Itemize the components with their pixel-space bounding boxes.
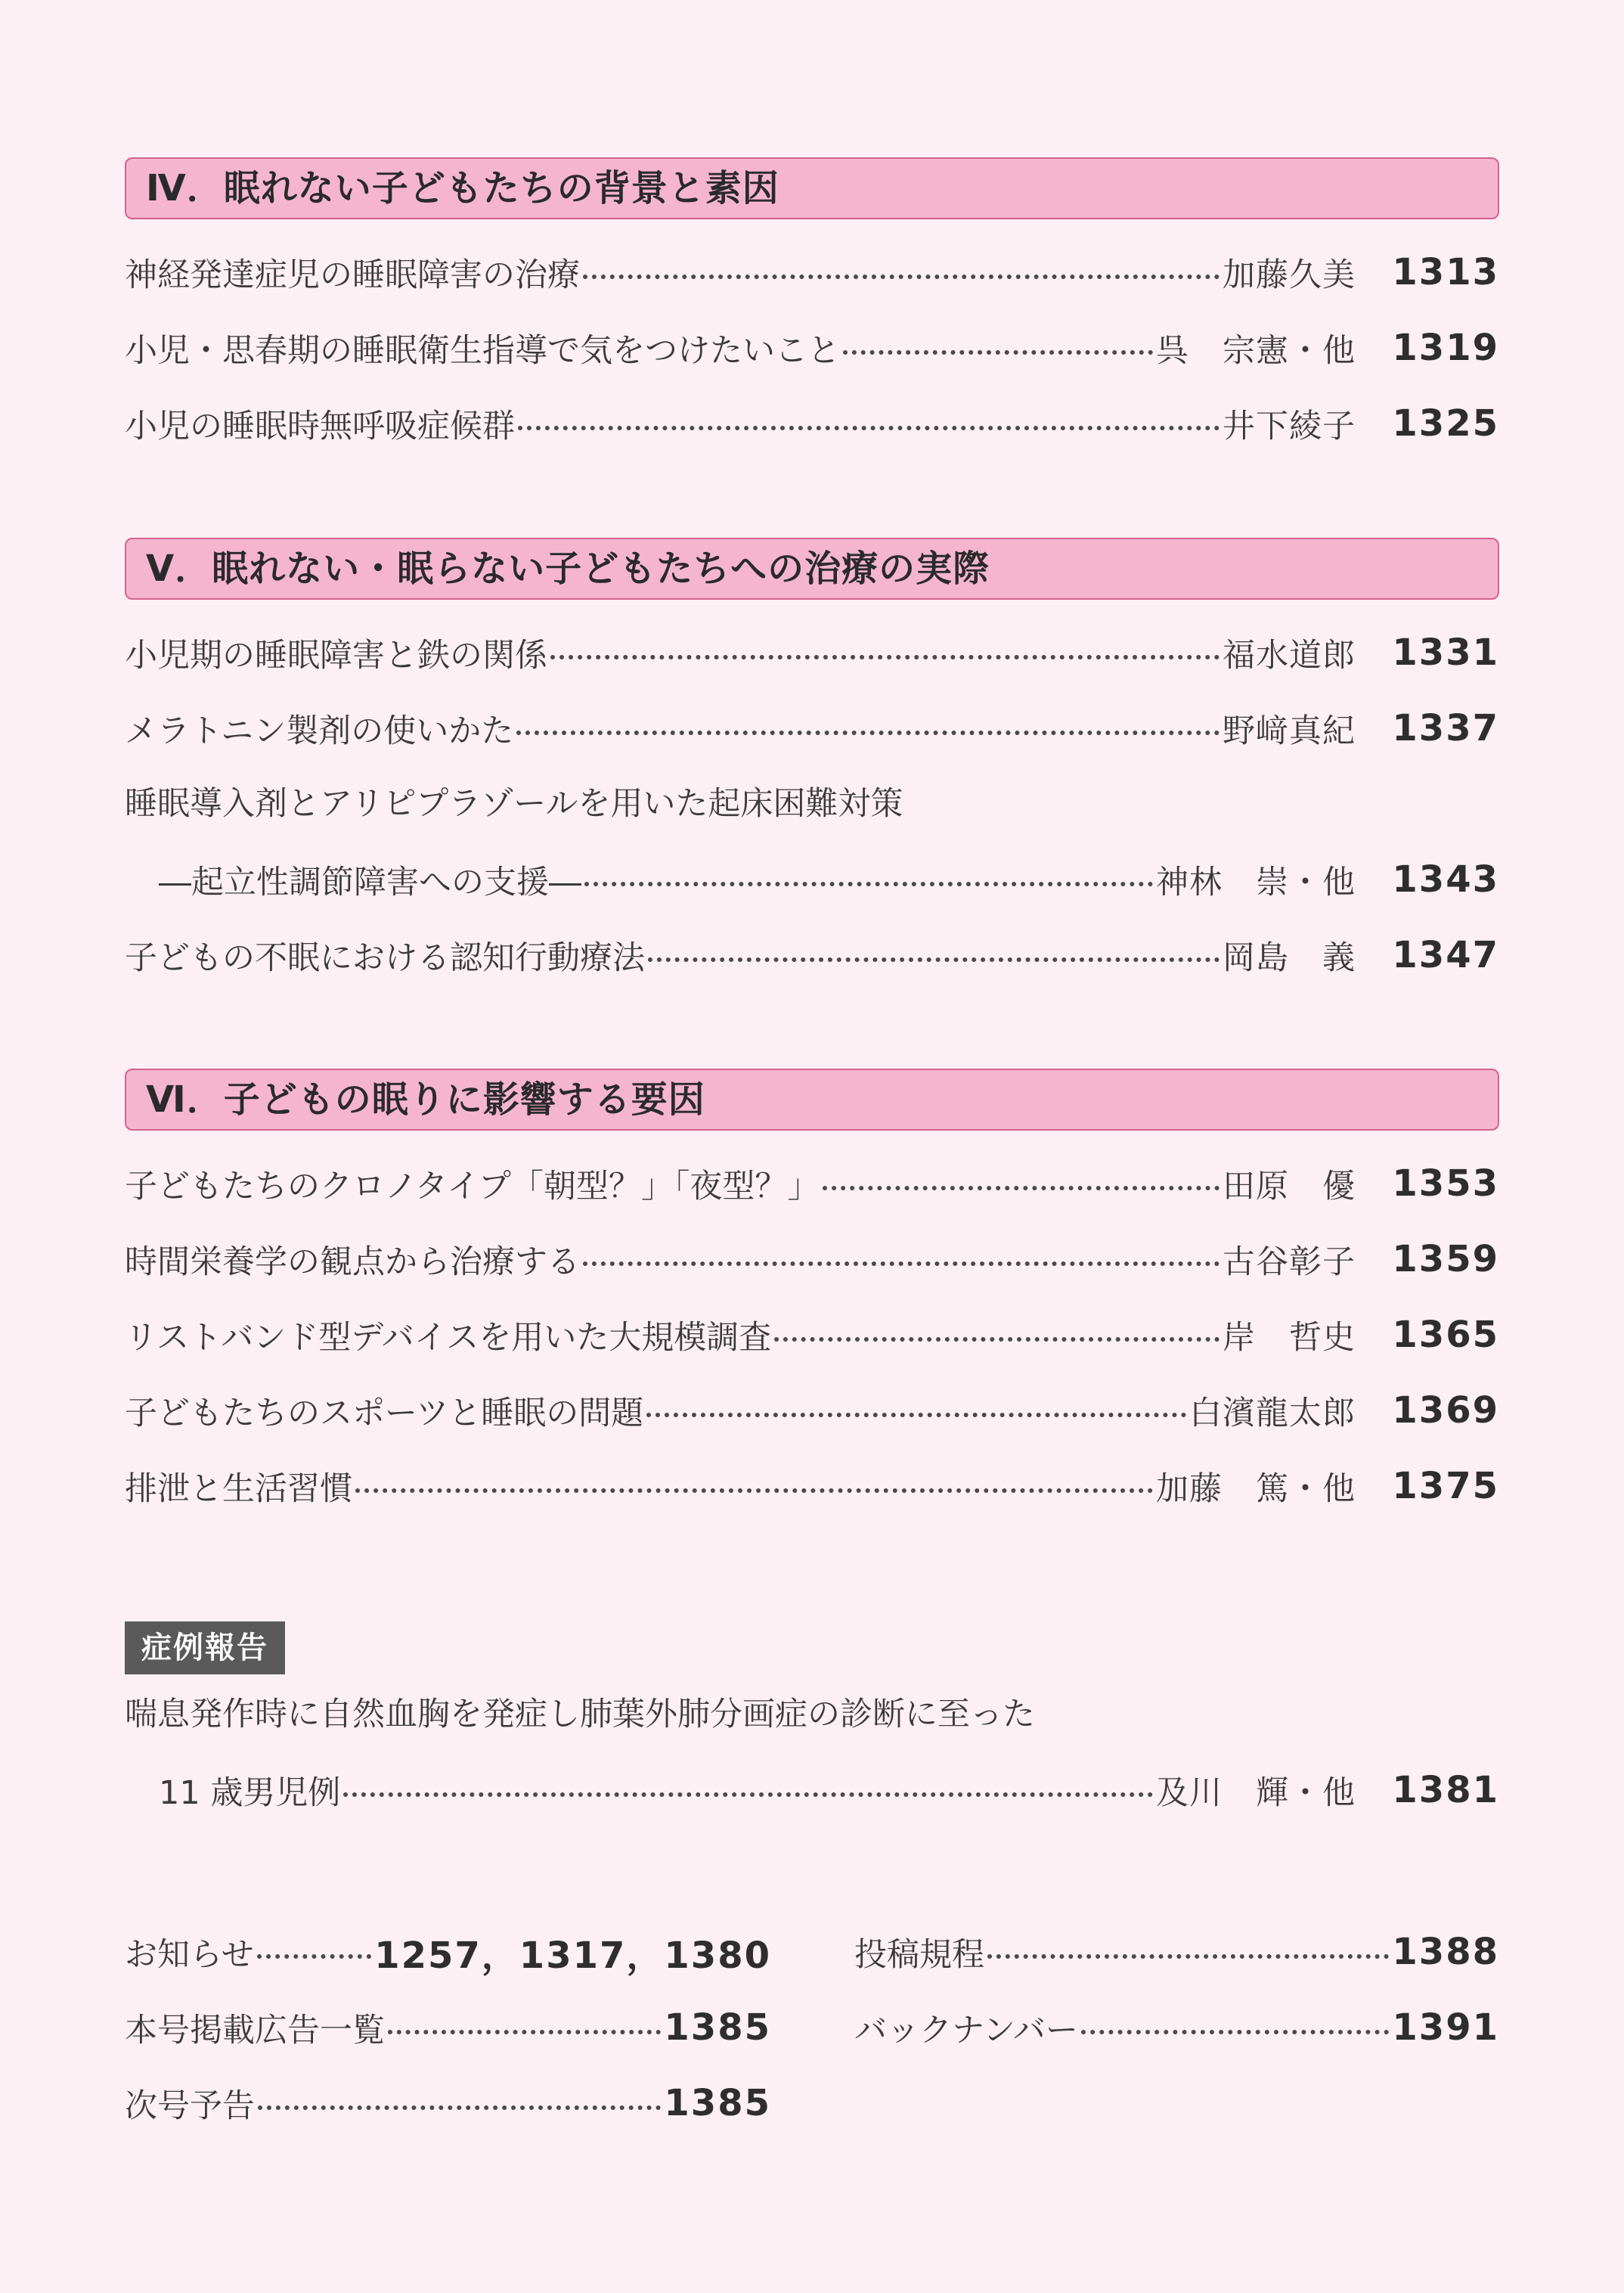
toc-entry[interactable] — [125, 401, 1499, 446]
entry-title: メラトニン製剤の使いかた — [125, 712, 514, 750]
entry-author: 加藤 篤・他 — [1156, 1469, 1356, 1508]
dot-leader — [648, 957, 1220, 962]
entry-title: 神経発達症児の睡眠障害の治療 — [125, 256, 580, 294]
toc-entry[interactable] — [125, 1388, 1499, 1433]
misc-entry-submission-rules[interactable] — [854, 1929, 1499, 1975]
dot-leader — [550, 655, 1220, 659]
entry-page: 1347 — [1392, 934, 1499, 976]
entry-page: 1343 — [1392, 858, 1499, 901]
toc-entry-title-line[interactable] — [125, 781, 1499, 827]
toc-entry[interactable] — [125, 325, 1499, 371]
entry-page: 1325 — [1392, 402, 1499, 445]
entry-page: 1369 — [1392, 1389, 1499, 1432]
case-report-badge: 症例報告 — [125, 1621, 285, 1674]
entry-page: 1375 — [1392, 1465, 1499, 1507]
entry-subtitle: ―起立性調節障害への支援― — [159, 863, 581, 901]
toc-entry[interactable] — [125, 250, 1499, 295]
dot-leader — [355, 1488, 1153, 1493]
toc-entry[interactable] — [125, 932, 1499, 978]
entry-title: 子どもたちのスポーツと睡眠の問題 — [125, 1394, 644, 1432]
misc-page: 1257，1317，1380 — [374, 1934, 771, 1977]
dot-leader — [518, 426, 1220, 430]
entry-page: 1313 — [1392, 251, 1499, 293]
entry-page: 1353 — [1392, 1162, 1499, 1205]
dot-leader — [584, 882, 1153, 886]
dot-leader — [343, 1792, 1153, 1797]
dot-leader — [388, 2030, 661, 2034]
entry-author: 呉 宗憲・他 — [1156, 331, 1356, 370]
dot-leader — [258, 2105, 661, 2110]
case-report-entry[interactable] — [125, 1767, 1499, 1813]
dot-leader — [1081, 2030, 1390, 2034]
toc-entry[interactable] — [125, 1161, 1499, 1206]
dot-leader — [843, 350, 1153, 355]
entry-title: 時間栄養学の観点から治療する — [125, 1243, 580, 1281]
misc-page: 1391 — [1392, 2006, 1499, 2049]
entry-author: 田原 優 — [1223, 1167, 1356, 1205]
entry-author: 福水道郎 — [1223, 636, 1356, 675]
misc-title: 投稿規程 — [854, 1935, 984, 1974]
entry-title: 小児の睡眠時無呼吸症候群 — [125, 407, 515, 445]
dot-leader — [646, 1413, 1186, 1417]
section-heading-5: Ⅴ．眠れない・眠らない子どもたちへの治療の実際 — [125, 538, 1499, 600]
misc-title: 次号予告 — [125, 2087, 255, 2125]
misc-page: 1388 — [1392, 1931, 1499, 1973]
entry-author: 野﨑真紀 — [1223, 712, 1356, 750]
entry-title: 子どもの不眠における認知行動療法 — [125, 939, 645, 977]
entry-page: 1319 — [1392, 327, 1499, 369]
case-report-title: 喘息発作時に自然血胸を発症し肺葉外肺分画症の診断に至った — [125, 1696, 1035, 1733]
misc-title: 本号掲載広告一覧 — [125, 2011, 385, 2049]
misc-entry-back-numbers[interactable] — [854, 2005, 1499, 2050]
entry-page: 1331 — [1392, 631, 1499, 674]
entry-author: 井下綾子 — [1223, 407, 1356, 445]
entry-title: 睡眠導入剤とアリピプラゾールを用いた起床困難対策 — [125, 785, 903, 823]
entry-author: 岡島 義 — [1223, 939, 1356, 977]
entry-page: 1365 — [1392, 1314, 1499, 1356]
dot-leader — [823, 1186, 1220, 1190]
misc-entry-ads[interactable] — [125, 2005, 771, 2050]
toc-entry-subtitle-line[interactable] — [125, 857, 1499, 902]
misc-entry-notices[interactable] — [125, 1929, 771, 1975]
entry-author: 神林 崇・他 — [1156, 863, 1356, 901]
section-heading-4: Ⅳ．眠れない子どもたちの背景と素因 — [125, 157, 1499, 219]
entry-author: 古谷彰子 — [1223, 1243, 1356, 1281]
dot-leader — [583, 275, 1220, 279]
entry-author: 岸 哲史 — [1223, 1318, 1356, 1357]
entry-author: 及川 輝・他 — [1156, 1773, 1356, 1812]
dot-leader — [257, 1954, 371, 1959]
entry-author: 加藤久美 — [1223, 256, 1356, 294]
misc-page: 1385 — [664, 2082, 771, 2124]
dot-leader — [583, 1261, 1220, 1266]
dot-leader — [774, 1337, 1220, 1342]
toc-entry[interactable] — [125, 630, 1499, 675]
entry-title: リストバンド型デバイスを用いた大規模調査 — [125, 1318, 772, 1357]
entry-title: 小児・思春期の睡眠衛生指導で気をつけたいこと — [125, 331, 840, 370]
entry-title: 排泄と生活習慣 — [125, 1469, 352, 1508]
dot-leader — [516, 731, 1220, 735]
toc-entry[interactable] — [125, 1463, 1499, 1509]
case-report-title-cont: 11 歳男児例 — [159, 1773, 341, 1812]
section-heading-6: Ⅵ．子どもの眠りに影響する要因 — [125, 1069, 1499, 1131]
dot-leader — [987, 1954, 1389, 1959]
misc-page: 1385 — [664, 2006, 771, 2049]
toc-entry[interactable] — [125, 1312, 1499, 1357]
misc-title: お知らせ — [125, 1935, 254, 1974]
entry-page: 1359 — [1392, 1238, 1499, 1280]
misc-title: バックナンバー — [854, 2011, 1078, 2049]
toc-entry[interactable] — [125, 706, 1499, 751]
case-report-title-line[interactable] — [125, 1692, 1499, 1737]
misc-entry-next-issue[interactable] — [125, 2080, 771, 2126]
entry-author: 白濱龍太郎 — [1189, 1394, 1356, 1432]
entry-page: 1381 — [1392, 1769, 1499, 1811]
entry-title: 小児期の睡眠障害と鉄の関係 — [125, 636, 547, 675]
entry-page: 1337 — [1392, 707, 1499, 749]
toc-entry[interactable] — [125, 1236, 1499, 1282]
entry-title: 子どもたちのクロノタイプ「朝型？」「夜型？」 — [125, 1167, 820, 1205]
